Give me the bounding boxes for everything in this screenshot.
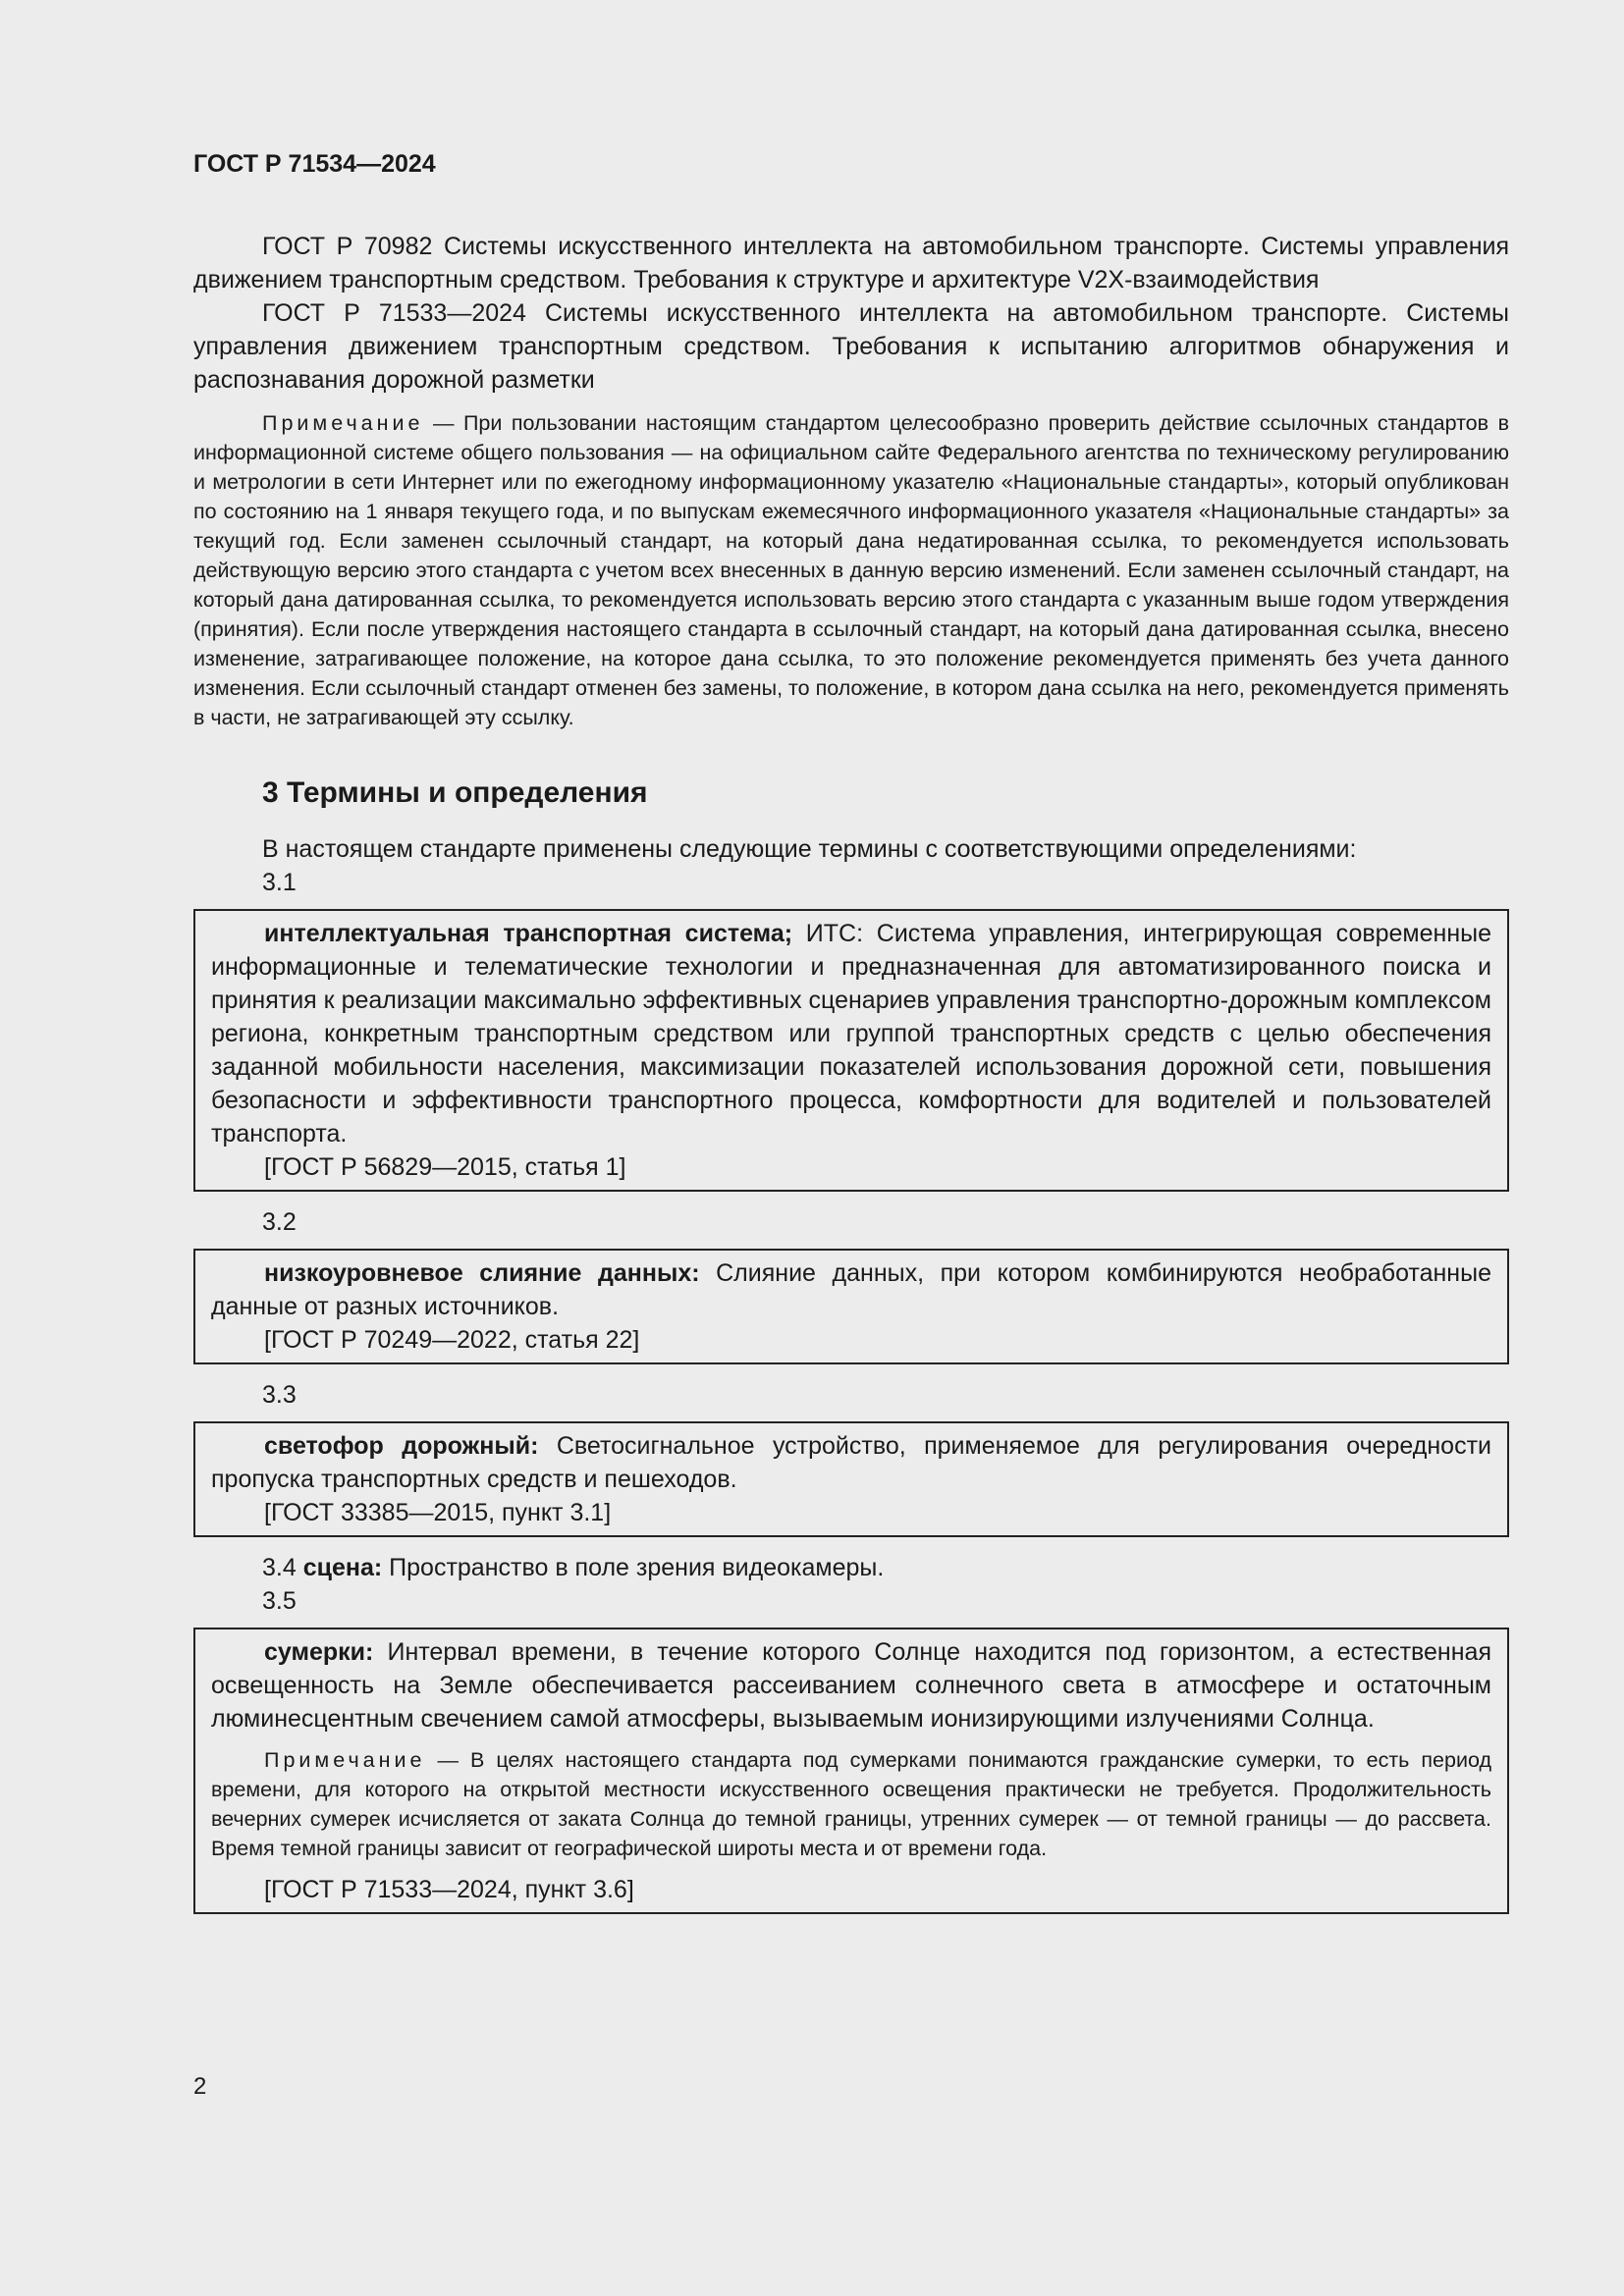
term-definition bbox=[211, 1635, 1491, 1735]
term-definition bbox=[211, 1429, 1491, 1496]
term-box-traffic-light bbox=[193, 1421, 1509, 1537]
document-code: ГОСТ Р 71534—2024 bbox=[193, 150, 436, 178]
term-number: 3.3 bbox=[262, 1381, 297, 1409]
term-definition-text: Слияние данных, при котором комбинируются необработанные данные от разных источников. bbox=[211, 1259, 1491, 1320]
term-source: [ГОСТ Р 71533—2024, пункт 3.6] bbox=[264, 1876, 634, 1903]
section-intro: В настоящем стандарте применены следующие термины с соответствующими определениями: bbox=[262, 835, 1357, 863]
term-number: 3.5 bbox=[262, 1587, 297, 1615]
term-name: сцена: bbox=[302, 1554, 383, 1581]
term-note bbox=[211, 1745, 1491, 1863]
reference-gost-71533: ГОСТ Р 71533—2024 Системы искусственного интеллекта на автомобильном транспорте. Системы управления движением транспортным средством. Требования к испытанию алгоритмов обнаружения и распознавания дорожной разметки bbox=[193, 299, 1509, 394]
term-definition-text: ИТС: Система управления, интегрирующая современные информационные и телематические технологии и предназначенная для автоматизированного поиска и принятия к реализации максимально эффективных сценариев управления транспортно-дорожным комплексом региона, конкретным транспортным средством или группой транспортных средств с целью обеспечения заданной мобильности населения, максимизации показателей использования дорожной сети, повышения безопасности и эффективности транспортного процесса, комфортности для водителей и пользователей транспорта. bbox=[211, 920, 1492, 1148]
term-name: сумерки: bbox=[264, 1638, 374, 1666]
term-number: 3.1 bbox=[262, 869, 297, 896]
note-label: Примечание bbox=[264, 1748, 426, 1772]
term-definition-text: Пространство в поле зрения видеокамеры. bbox=[382, 1554, 885, 1581]
term-source: [ГОСТ Р 70249—2022, статья 22] bbox=[264, 1326, 640, 1354]
term-source: [ГОСТ 33385—2015, пункт 3.1] bbox=[264, 1499, 612, 1526]
note-text: — При пользовании настоящим стандартом целесообразно проверить действие ссылочных стандартов в информационной системе общего пользования — на официальном сайте Федерального агентства по техническому регулированию и метрологии в сети Интернет или по ежегодному информационному указателю «Национальные стандарты», который опубликован по состоянию на 1 января текущего года, и по выпускам ежемесячного информационного указателя «Национальные стандарты» за текущий год. Если заменен ссылочный стандарт, на который дана недатированная ссылка, то рекомендуется использовать действующую версию этого стандарта с учетом всех внесенных в данную версию изменений. Если заменен ссылочный стандарт, на который дана датированная ссылка, то рекомендуется использовать версию этого стандарта с указанным выше годом утверждения (принятия). Если после утверждения настоящего стандарта в ссылочный стандарт, на который дана датированная ссылка, внесено изменение, затрагивающее положение, на которое дана ссылка, то это положение рекомендуется применять без учета данного изменения. Если ссылочный стандарт отменен без замены, то положение, в котором дана ссылка на него, рекомендуется применять в части, не затрагивающей эту ссылку. bbox=[193, 411, 1509, 729]
term-definition bbox=[211, 1256, 1491, 1323]
note-text: — В целях настоящего стандарта под сумерками понимаются гражданские сумерки, то есть период времени, для которого на открытой местности искусственного освещения практически не требуется. Продолжительность вечерних сумерек исчисляется от заката Солнца до темной границы, утренних сумерек — от темной границы — до рассвета. Время темной границы зависит от географической широты места и от времени года. bbox=[211, 1748, 1491, 1860]
term-number: 3.4 bbox=[262, 1554, 297, 1581]
term-name: интеллектуальная транспортная система; bbox=[264, 920, 793, 947]
section-title: 3 Термины и определения bbox=[262, 776, 648, 809]
document-page bbox=[193, 147, 1509, 1928]
term-box-twilight bbox=[193, 1628, 1509, 1914]
page-number: 2 bbox=[193, 2073, 207, 2100]
term-definition-text: Интервал времени, в течение которого Солнце находится под горизонтом, а естественная освещенность на Земле обеспечивается рассеиванием солнечного света в атмосфере и остаточным люминесцентным свечением самой атмосферы, вызываемым ионизирующими излучениями Солнца. bbox=[211, 1638, 1491, 1733]
note-label: Примечание bbox=[262, 411, 424, 435]
term-name: низкоуровневое слияние данных: bbox=[264, 1259, 700, 1287]
term-box-its bbox=[193, 909, 1509, 1192]
term-name: светофор дорожный: bbox=[264, 1432, 539, 1460]
term-source: [ГОСТ Р 56829—2015, статья 1] bbox=[264, 1153, 626, 1181]
term-number: 3.2 bbox=[262, 1208, 297, 1236]
term-definition bbox=[211, 917, 1491, 1150]
term-scene bbox=[262, 1551, 1509, 1584]
reference-gost-70982: ГОСТ Р 70982 Системы искусственного интеллекта на автомобильном транспорте. Системы управления движением транспортным средством. Требования к структуре и архитектуре V2X-взаимодействия bbox=[193, 233, 1509, 294]
term-box-low-level-fusion bbox=[193, 1249, 1509, 1364]
references-note bbox=[193, 408, 1509, 732]
term-definition-text: Светосигнальное устройство, применяемое для регулирования очередности пропуска транспортных средств и пешеходов. bbox=[211, 1432, 1491, 1493]
